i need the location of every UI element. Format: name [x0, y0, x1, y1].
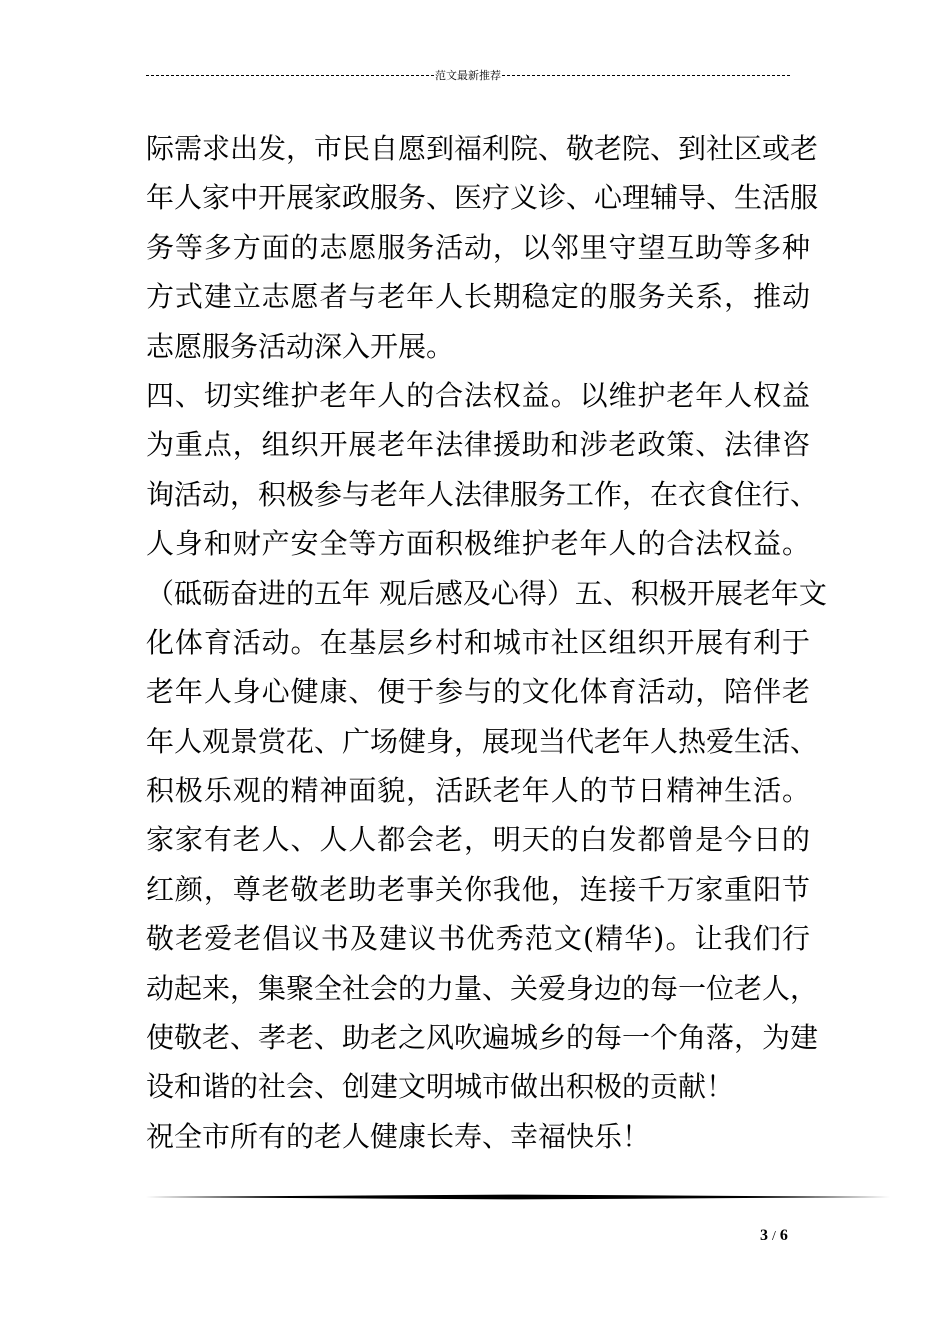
text-line: 询活动，积极参与老年人法律服务工作，在衣食住行、 — [146, 477, 819, 511]
document-body — [146, 124, 827, 1161]
text-line: 积极乐观的精神面貌，活跃老年人的节日精神生活。 — [146, 774, 810, 808]
text-line: 祝全市所有的老人健康长寿、幸福快乐！ — [146, 1119, 651, 1153]
text-line: 红颜，尊老敬老助老事关你我他，连接千万家重阳节 — [146, 872, 810, 906]
text-line: 敬老爱老倡议书及建议书优秀范文(精华)。让我们行 — [146, 922, 810, 956]
page-separator: / — [772, 1229, 776, 1244]
page-number — [760, 1227, 788, 1245]
text-line: 志愿服务活动深入开展。 — [146, 329, 455, 363]
text-line: 设和谐的社会、创建文明城市做出积极的贡献！ — [146, 1070, 735, 1104]
text-line: 方式建立志愿者与老年人长期稳定的服务关系，推动 — [146, 280, 810, 314]
text-line: 四、切实维护老年人的合法权益。以维护老年人权益 — [146, 378, 810, 412]
page-total: 6 — [779, 1227, 788, 1244]
text-line: 使敬老、孝老、助老之风吹遍城乡的每一个角落，为建 — [146, 1021, 819, 1055]
text-line: 老年人身心健康、便于参与的文化体育活动，陪伴老 — [146, 675, 810, 709]
page-header — [146, 66, 790, 84]
header-title: 范文最新推荐 — [435, 69, 501, 82]
header-dash-left — [146, 75, 434, 76]
text-line: 动起来，集聚全社会的力量、关爱身边的每一位老人， — [146, 971, 819, 1005]
text-line: 务等多方面的志愿服务活动，以邻里守望互助等多种 — [146, 230, 810, 264]
page-current: 3 — [760, 1227, 768, 1244]
text-line: 年人家中开展家政服务、医疗义诊、心理辅导、生活服 — [146, 181, 819, 215]
footer-rule — [146, 1193, 890, 1201]
text-line: 年人观景赏花、广场健身，展现当代老年人热爱生活、 — [146, 724, 819, 758]
text-line: （砥砺奋进的五年 观后感及心得）五、积极开展老年文 — [146, 576, 827, 610]
text-line: 化体育活动。在基层乡村和城市社区组织开展有利于 — [146, 625, 810, 659]
text-line: 为重点，组织开展老年法律援助和涉老政策、法律咨 — [146, 428, 810, 462]
text-line: 际需求出发，市民自愿到福利院、敬老院、到社区或老 — [146, 132, 819, 165]
text-line: 人身和财产安全等方面积极维护老年人的合法权益。 — [146, 527, 810, 561]
text-line: 家家有老人、人人都会老，明天的白发都曾是今日的 — [146, 823, 810, 857]
header-dash-right — [502, 75, 790, 76]
